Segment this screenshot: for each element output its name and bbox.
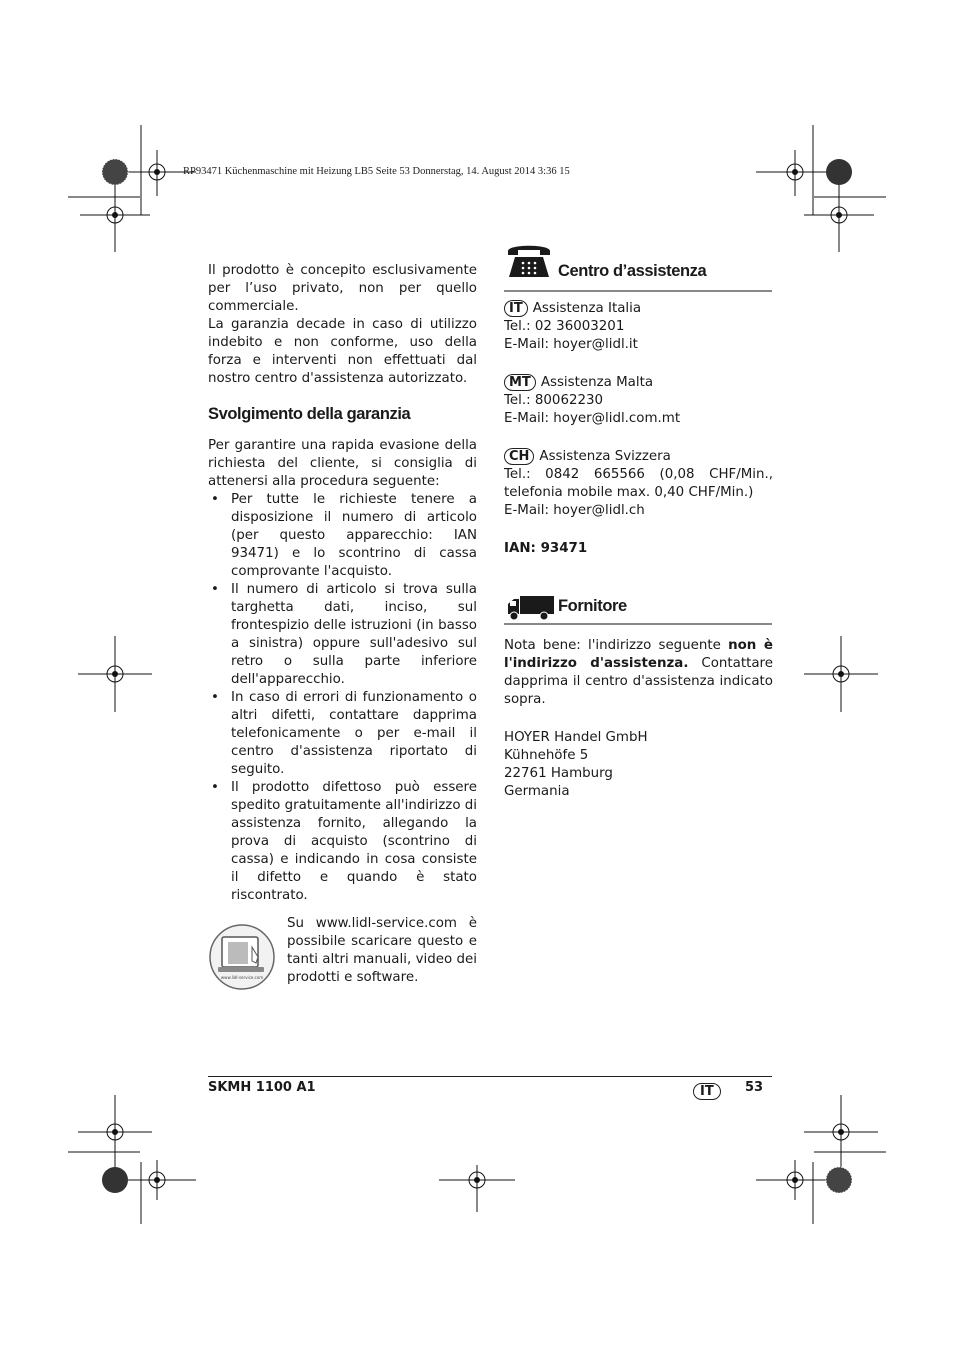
contact-tel: Tel.: 0842 665566 (0,08 CHF/Min., telefonia mobile max. 0,40 CHF/Min.) xyxy=(504,467,773,500)
footer-model: SKMH 1100 A1 xyxy=(208,1080,316,1095)
download-text: Su www.lidl-service.com è possibile scaricare questo e tanti altri manuali, video dei prodotti e software. xyxy=(287,916,477,985)
print-header: RP93471 Küchenmaschine mit Heizung LB5 Seite 53 Donnerstag, 14. August 2014 3:36 15 xyxy=(183,166,570,177)
list-item: • Il prodotto difettoso può essere spedito gratuitamente all'indirizzo di assistenza fornito, allegando la prova di acquisto (scontrino di cassa) e indicando in cosa consiste il difetto e quando è stato riscontrato. xyxy=(208,779,477,905)
download-block xyxy=(208,916,477,1003)
lang-badge-mt: MT xyxy=(504,374,536,391)
warranty-process-heading: Svolgimento della garanzia xyxy=(208,405,411,423)
supplier-note xyxy=(504,637,773,709)
address-line: Germania xyxy=(504,784,570,799)
list-item: • Per tutte le richieste tenere a disposizione il numero di articolo (per questo apparecchio: IAN 93471) e lo scontrino di cassa comprovante l'acquisto. xyxy=(208,491,477,581)
address-line: HOYER Handel GmbH xyxy=(504,730,648,745)
supplier-heading-block xyxy=(504,592,772,624)
intro-paragraph-1: Il prodotto è concepito esclusivamente per l’uso privato, non per quello commerciale. xyxy=(208,263,477,314)
address-line: Kühnehöfe 5 xyxy=(504,748,589,763)
contact-switzerland xyxy=(504,448,773,520)
lang-badge-it: IT xyxy=(504,300,528,317)
address-line: 22761 Hamburg xyxy=(504,766,613,781)
lang-badge-it: IT xyxy=(693,1083,721,1100)
supplier-block xyxy=(504,637,773,801)
contact-email: E-Mail: hoyer@lidl.ch xyxy=(504,503,645,518)
contact-italy xyxy=(504,300,773,354)
contact-malta xyxy=(504,374,773,428)
intro-paragraph-2: La garanzia decade in caso di utilizzo indebito e non conforme, uso della forza e interventi non effettuati dal nostro centro d'assistenza autorizzato. xyxy=(208,317,477,386)
list-item: • Il numero di articolo si trova sulla targhetta dati, inciso, sul frontespizio delle istruzioni (in basso a sinistra) oppure sull'adesivo sul retro o sulla parte inferiore dell'apparecchio. xyxy=(208,581,477,689)
service-heading-block xyxy=(504,242,772,292)
note-text-2: Contattare dapprima il centro d'assistenza indicato sopra. xyxy=(504,656,773,707)
ian-number: IAN: 93471 xyxy=(504,541,588,556)
page-number: 53 xyxy=(745,1080,764,1095)
service-heading: Centro d’assistenza xyxy=(558,262,707,280)
right-column xyxy=(504,300,773,558)
badge-text: www.lidl-service.com xyxy=(220,975,264,980)
footer-lang-badge xyxy=(693,1080,726,1100)
lang-badge-ch: CH xyxy=(504,448,534,465)
contact-tel: Tel.: 02 36003201 xyxy=(504,319,625,334)
list-item: • In caso di errori di funzionamento o altri difetti, contattare dapprima telefonicamente o per e-mail il centro d'assistenza riportato di seguito. xyxy=(208,689,477,779)
warranty-steps-list xyxy=(208,491,477,905)
supplier-heading: Fornitore xyxy=(558,597,627,615)
contact-email: E-Mail: hoyer@lidl.com.mt xyxy=(504,411,681,426)
warranty-lead: Per garantire una rapida evasione della richiesta del cliente, si consiglia di attenersi alla procedura seguente: xyxy=(208,438,477,489)
note-bold: non è l'indirizzo d'assistenza. xyxy=(504,638,774,671)
lidl-service-badge-icon xyxy=(208,923,276,991)
contact-name: Assistenza Italia xyxy=(532,301,642,316)
contact-email: E-Mail: hoyer@lidl.it xyxy=(504,337,638,352)
contact-name: Assistenza Malta xyxy=(540,375,654,390)
left-column xyxy=(208,262,477,1003)
contact-name: Assistenza Svizzera xyxy=(539,449,671,464)
supplier-address xyxy=(504,729,773,801)
contact-tel: Tel.: 80062230 xyxy=(504,393,604,408)
note-text: Nota bene: l'indirizzo seguente xyxy=(504,638,721,653)
footer-rule xyxy=(208,1076,772,1077)
